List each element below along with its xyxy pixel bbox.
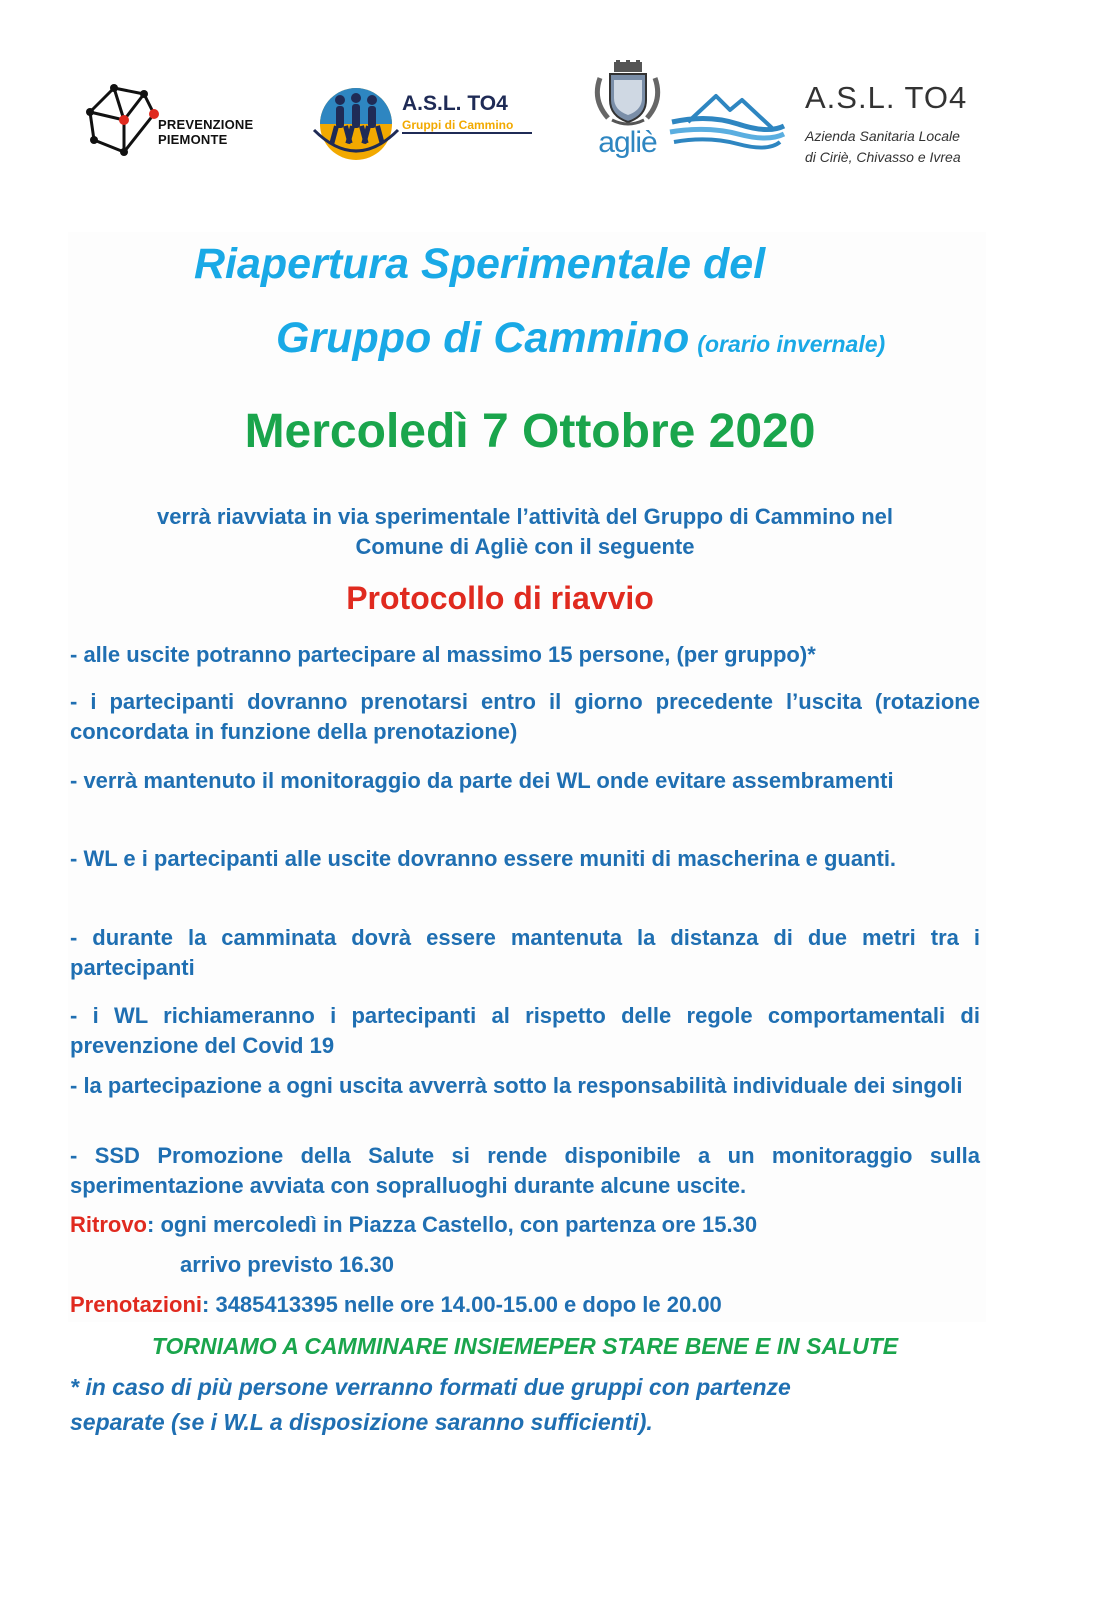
gruppi-logo-subtitle: Gruppi di Cammino — [402, 118, 514, 132]
asl-subtitle-line: di Ciriè, Chivasso e Ivrea — [805, 149, 961, 165]
mountains-waves-icon — [668, 88, 786, 158]
rule-item: - durante la camminata dovrà essere mantenuta la distanza di due metri tra i partecipanti — [70, 925, 980, 980]
asl-title: A.S.L. TO4 — [805, 80, 968, 115]
aglie-text: agliè — [598, 126, 657, 159]
asl-mountains-logo — [668, 88, 786, 158]
intro-line: verrà riavviata in via sperimentale l’attività del Gruppo di Cammino nel — [156, 504, 894, 529]
title-line-2: Gruppo di Cammino — [276, 314, 690, 362]
meeting-text: : ogni mercoledì in Piazza Castello, con partenza ore 15.30 — [147, 1212, 758, 1237]
booking-text: : 3485413395 nelle ore 14.00-15.00 e dopo le 20.00 — [202, 1292, 722, 1317]
rule-item: - i WL richiameranno i partecipanti al rispetto delle regole comportamentali di prevenzione del Covid 19 — [70, 1003, 980, 1058]
title-line-2-wrapper — [276, 314, 885, 363]
protocol-title: Protocollo di riavvio — [346, 580, 654, 616]
asl-to4-logo — [805, 80, 1045, 180]
gruppi-logo-title: A.S.L. TO4 — [402, 92, 508, 115]
footnote — [70, 1370, 970, 1440]
meeting-info — [70, 1210, 980, 1240]
prevenzione-piemonte-logo — [82, 80, 272, 160]
gruppi-di-cammino-logo — [310, 80, 540, 165]
logo-text-line: PREVENZIONE — [158, 117, 254, 132]
arrival-info: arrivo previsto 16.30 — [180, 1252, 395, 1277]
intro-line: Comune di Agliè con il seguente — [355, 534, 695, 559]
booking-info — [70, 1290, 980, 1320]
logo-bar — [0, 0, 1109, 200]
rule-item: - SSD Promozione della Salute si rende disponibile a un monitoraggio sulla sperimentazione avviata con sopralluoghi durante alcune uscite. — [70, 1143, 980, 1198]
rule-item: - alle uscite potranno partecipare al massimo 15 persone, (per gruppo)* — [70, 642, 816, 667]
intro-text — [70, 502, 980, 562]
slogan: TORNIAMO A CAMMINARE INSIEMEPER STARE BENE E IN SALUTE — [151, 1333, 899, 1359]
event-date: Mercoledì 7 Ottobre 2020 — [244, 405, 816, 458]
rule-item: - verrà mantenuto il monitoraggio da parte dei WL onde evitare assembramenti — [70, 768, 894, 793]
footnote-line: separate (se i W.L a disposizione saranno sufficienti). — [70, 1409, 653, 1435]
aglie-coat-of-arms — [590, 60, 665, 170]
title-line-1: Riapertura Sperimentale del — [194, 240, 766, 288]
logo-text-line: PIEMONTE — [158, 132, 228, 147]
coat-of-arms-icon — [590, 60, 665, 130]
prevenzione-piemonte-text — [158, 117, 253, 147]
walkers-icon — [310, 80, 402, 165]
rule-item: - la partecipazione a ogni uscita avverrà sotto la responsabilità individuale dei singoli — [70, 1073, 963, 1098]
meeting-label: Ritrovo — [70, 1212, 147, 1237]
title-note: (orario invernale) — [697, 331, 886, 357]
booking-label: Prenotazioni — [70, 1292, 203, 1317]
footnote-line: * in caso di più persone verranno formati due gruppi con partenze — [70, 1374, 791, 1400]
asl-subtitle-line: Azienda Sanitaria Locale — [805, 128, 960, 144]
network-icon — [82, 80, 162, 160]
gruppi-underline — [402, 130, 532, 136]
rule-item: - i partecipanti dovranno prenotarsi entro il giorno precedente l’uscita (rotazione concordata in funzione della prenotazione) — [70, 689, 980, 744]
rule-item: - WL e i partecipanti alle uscite dovranno essere muniti di mascherina e guanti. — [70, 846, 897, 871]
